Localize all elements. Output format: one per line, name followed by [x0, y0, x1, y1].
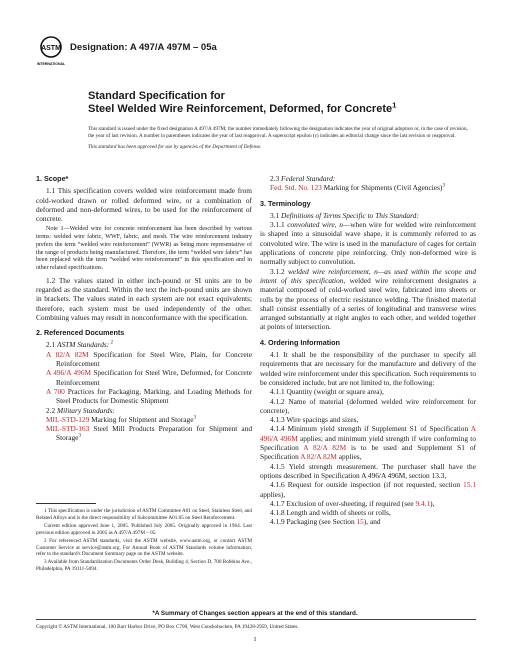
section-4-heading: 4. Ordering Information — [260, 337, 340, 347]
copyright: Copyright © ASTM International, 100 Barr Harbor Drive, PO Box C700, West Conshohocken, PA 19428-2959, United States. — [36, 624, 299, 630]
note-1: Note 1—Welded wire for concrete reinforcement has been described by various terms: welded wire fabric, WWF, fabric, and mesh. The wire reinforcement industry prefers the term “welded wire reinforcement” (WWR) as being more representative of the range of products being manufactured. Therefore, the term “welded wire fabric” has been replaced with the term “welded wire reinforcement” in this specification and in other related specifications. — [36, 226, 252, 271]
left-column — [36, 174, 252, 443]
link-mil-163[interactable]: MIL-STD-163 — [46, 424, 90, 434]
para-3-1-1: 3.1.1 convoluted wire, n—when wire for welded wire reinforcement is shaped into a sinusoidal wave shape, it is commonly referred to as convoluted wire. The wire is used in the manufacture of cages for certain applications of concrete pipe reinforcing. Only non-deformed wire is normally subject to convolution. — [260, 220, 476, 267]
ref-mil-163: MIL-STD-163 Steel Mill Products Preparation for Shipment and Storage$^3$ — [46, 424, 252, 443]
para-4-1-8: 4.1.8 Length and width of sheets or rolls, — [270, 508, 391, 518]
title-line-1: Standard Specification for — [88, 90, 225, 102]
astm-logo-icon — [36, 36, 66, 68]
link-a82-inline-2[interactable]: A 82/A 82M — [300, 452, 337, 462]
ref-a700: A 700 Practices for Packaging, Marking, and Loading Methods for Steel Products for Domestic Shipment — [46, 386, 253, 406]
para-4-1-7: 4.1.7 Exclusion of over-sheeting, if required (see 9.4.1), — [270, 498, 435, 508]
para-4-1-6: 4.1.6 Request for outside inspection (if not requested, section 15.1 applies), — [260, 480, 476, 499]
defense-approval: This standard has been approved for use by agencies of the Department of Defense. — [88, 143, 262, 150]
issuance-notice — [88, 126, 468, 151]
designation: Designation: A 497/A 497M – 05a — [70, 42, 217, 53]
link-a496-inline[interactable]: A 496/A 496M — [260, 424, 476, 443]
para-4-1: 4.1 It shall be the responsibility of the purchaser to specify all requirements that are necessary for the manufacture and delivery of the welded wire reinforcement under this specification. Such requirements to be considered include, but are not limited to, the following: — [260, 350, 476, 387]
link-fed-std-123[interactable]: Fed. Std. No. 123 — [270, 183, 322, 193]
para-2-1: 2.1 ASTM Standards: $^2$ — [46, 340, 114, 350]
footnote-1-edition: Current edition approved June 1, 2005. Published July 2005. Originally approved in 1964. Last previous edition approved in 2005 as A 497/A 497M – 05. — [36, 522, 252, 536]
footer-rule — [36, 619, 476, 620]
link-a82[interactable]: A 82/A 82M — [46, 349, 89, 359]
link-section-15-1[interactable]: 15.1 — [463, 480, 476, 490]
svg-text:INTERNATIONAL: INTERNATIONAL — [36, 62, 66, 66]
para-1-2: 1.2 The values stated in either inch-pound or SI units are to be regarded as the standard. Within the text the inch-pound units are shown in brackets. The values stated in each system are not exact equivalents; therefore, each system must be used independently of the other. Combining values may result in nonconformance with the specification. — [36, 275, 252, 322]
para-3-1-2: 3.1.2 welded wire reinforcement, n—as used within the scope and intent of this specification, welded wire reinforcement designates a material composed of cold-worked steel wire, fabricated into sheets or rolls by the process of electric resistance welding. The finished material shall consist essentially of a series of longitudinal and transverse wires arranged substantially at right angles to each other, and welded together at points of intersection. — [260, 266, 477, 332]
section-3-heading: 3. Terminology — [260, 198, 311, 208]
section-1-heading: 1. Scope* — [36, 174, 69, 183]
link-section-15[interactable]: 15 — [356, 517, 364, 527]
link-a700[interactable]: A 700 — [46, 386, 65, 396]
para-4-1-9: 4.1.9 Packaging (see Section 15), and — [270, 517, 381, 527]
right-column — [260, 174, 476, 527]
link-a496[interactable]: A 496/A 496M — [46, 368, 92, 378]
ref-a82: A 82/A 82M Specification for Steel Wire, Plain, for Concrete Reinforcement — [46, 349, 252, 369]
para-2-2: 2.2 Military Standards: — [46, 405, 115, 415]
footnotes — [36, 508, 252, 574]
svg-text:ASTM: ASTM — [41, 45, 61, 52]
title-line-2: Steel Welded Wire Reinforcement, Deformed, for Concrete$^1$ — [88, 100, 397, 115]
para-2-3: 2.3 Federal Standard: — [270, 174, 336, 183]
para-4-1-3: 4.1.3 Wire spacings and sizes, — [270, 415, 359, 425]
summary-of-changes-note: *A Summary of Changes section appears at the end of this standard. — [152, 610, 358, 617]
link-section-9-4-1[interactable]: 9.4.1 — [415, 498, 431, 508]
page-number: 1 — [253, 636, 257, 643]
para-4-1-2: 4.1.2 Name of material (deformed welded wire reinforcement for concrete), — [260, 396, 476, 415]
footnote-rule — [36, 503, 96, 504]
ref-fed-std: Fed. Std. No. 123 Marking for Shipments (Civil Agencies)$^3$ — [270, 182, 445, 193]
para-4-1-4: 4.1.4 Minimum yield strength if Supplement S1 of Specification A 496/A 496M applies; and minimum yield strength if wire conforming to Specification A 82/A 82M is to be used and Supplement S1 of Specification A 82/A 82M applies, — [260, 424, 476, 462]
section-2-heading: 2. Referenced Documents — [36, 328, 125, 338]
para-3-1: 3.1 Definitions of Terms Specific to This Standard: — [270, 210, 419, 220]
footnote-1: 1 This specification is under the jurisdiction of ASTM Committee A01 on Steel, Stainless Steel, and Related Alloys and is the direct responsibility of Subcommittee A01.05 on Steel Reinforcement. — [36, 508, 252, 521]
para-1-1: 1.1 This specification covers welded wire reinforcement made from cold-worked drawn or rolled deformed wire, or a combination of deformed and non-deformed wires, to be used for the reinforcement of concrete. — [36, 186, 252, 224]
ref-mil-129: MIL-STD-129 Marking for Shipment and Storage$^3$ — [46, 414, 197, 424]
document-title — [88, 90, 448, 116]
issuance-text: This standard is issued under the fixed designation A 497/A 497M; the number immediately following the designation indicates the year of original adoption or, in the case of revision, the year of last revision. A number in parentheses indicates the year of last reapproval. A superscript epsilon (ε) indicates an editorial change since the last revision or reapproval. — [88, 126, 468, 140]
footnote-3: 3 Available from Standardization Documents Order Desk, Building 4, Section D, 700 Robbins Ave., Philadelphia, PA 19111-5094. — [36, 559, 252, 573]
link-a82-inline-1[interactable]: A 82/A 82M — [303, 443, 347, 453]
para-4-1-5: 4.1.5 Yield strength measurement. The purchaser shall have the options described in Specification A 496/A 496M, section 13.3, — [260, 461, 476, 480]
link-mil-129[interactable]: MIL-STD-129 — [46, 414, 90, 424]
ref-a496: A 496/A 496M Specification for Steel Wire, Deformed, for Concrete Reinforcement — [46, 368, 252, 387]
footnote-2: 2 For referenced ASTM standards, visit the ASTM website, www.astm.org, or contact ASTM Customer Service at service@astm.org. For Annual Book of ASTM Standards volume information, refer to the standard's Document Summary page on the ASTM website. — [36, 537, 252, 558]
para-4-1-1: 4.1.1 Quantity (weight or square area), — [270, 387, 384, 397]
